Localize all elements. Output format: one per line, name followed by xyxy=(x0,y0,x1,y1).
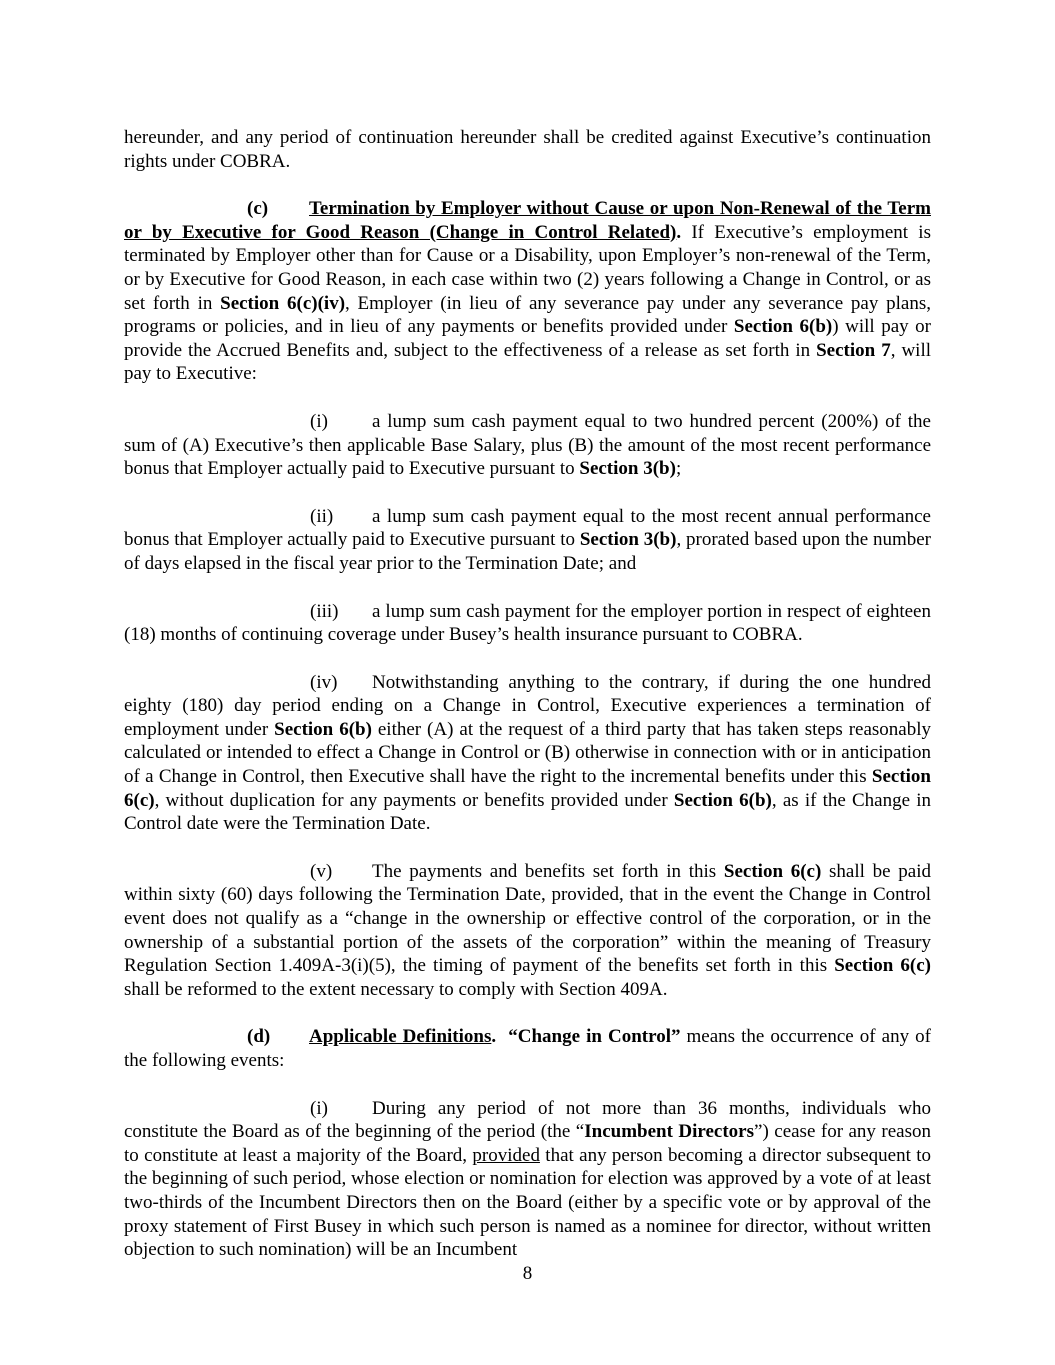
item-i-paragraph xyxy=(124,410,931,481)
item-ii-ref-1: Section 3(b) xyxy=(579,529,677,551)
section-c-paragraph xyxy=(124,197,931,386)
section-c-heading-end: . xyxy=(676,221,682,243)
item-v-ref-2: Section 6(c) xyxy=(834,955,931,977)
item-d-i-paragraph xyxy=(124,1097,931,1262)
item-iv-ref-1: Section 6(b) xyxy=(274,718,372,740)
item-i-text-1: a lump sum cash payment equal to two hundred percent (200%) of the sum of (A) Executive’s then applicable Base Salary, plus (B) the amount of the most recent performance bonus that Employer actually paid to Executive pursuant to xyxy=(124,410,931,480)
section-c-text-3: ) will pay or provide the Accrued Benefits and, subject to the effectiveness of a release as set forth in xyxy=(124,316,931,361)
section-d-paragraph xyxy=(124,1025,931,1072)
item-d-i-provided: provided xyxy=(472,1144,540,1166)
item-iv-text-1: Notwithstanding anything to the contrary, if during the one hundred eighty (180) day period ending on a Change in Control, Executive experiences a termination of employment under xyxy=(124,671,931,740)
item-v-text-2: shall be paid within sixty (60) days following the Termination Date, provided, that in the event the Change in Control event does not qualify as a “change in the ownership or effective control of the corporation, or in the ownership of a substantial portion of the assets of the corporation” within the meaning of Treasury Regulation Section 1.409A-3(i)(5), the timing of payment of the benefits set forth in this xyxy=(124,860,931,977)
item-d-i-term: Incumbent Directors xyxy=(584,1121,755,1143)
page-number: 8 xyxy=(522,1263,533,1284)
section-c-ref-2: Section 6(b) xyxy=(733,316,833,338)
item-ii-paragraph xyxy=(124,505,931,576)
section-d-label: (d) xyxy=(247,1026,271,1048)
item-i-ref-1: Section 3(b) xyxy=(579,458,676,480)
item-iv-text-3: , without duplication for any payments or benefits provided under xyxy=(154,789,674,811)
item-iv-ref-3: Section 6(b) xyxy=(673,789,772,811)
item-ii-text-2: , prorated based upon the number of days elapsed in the fiscal year prior to the Termination Date; and xyxy=(124,529,932,574)
item-v-label: (v) xyxy=(310,860,333,882)
item-v-ref-1: Section 6(c) xyxy=(723,860,822,882)
item-i-label: (i) xyxy=(310,410,328,432)
section-d-term: “Change in Control” xyxy=(508,1026,681,1048)
section-c-text-1: If Executive’s employment is terminated by Employer other than for Cause or a Disability, upon Employer’s non-renewal of the Term, or by Executive for Good Reason, in each case within two (2) years following a Change in Control, or as set forth in xyxy=(124,221,931,314)
continuation-paragraph: hereunder, and any period of continuation hereunder shall be credited against Executive’s continuation rights under COBRA. xyxy=(124,127,931,172)
item-d-i-text-1: During any period of not more than 36 months, individuals who constitute the Board as of the beginning of the period (the “ xyxy=(124,1097,931,1143)
item-v-text-3: shall be reformed to the extent necessary to comply with Section 409A. xyxy=(124,978,668,1000)
section-d-heading-end: . xyxy=(491,1026,497,1048)
section-c-ref-3: Section 7 xyxy=(816,339,891,361)
section-d-heading: Applicable Definitions xyxy=(309,1026,492,1048)
item-v-paragraph xyxy=(124,860,931,1002)
item-iv-ref-2: Section 6(c) xyxy=(124,766,931,811)
section-d-text-1: means the occurrence of any of the following events: xyxy=(124,1026,931,1071)
item-iv-text-2: either (A) at the request of a third party that has taken steps reasonably calculated or intended to effect a Change in Control or (B) otherwise in connection with or in anticipation of a Change in Control, then Executive shall have the right to the incremental benefits under this xyxy=(124,718,931,788)
section-c-text-2: , Employer (in lieu of any severance pay under any severance pay plans, programs or policies, and in lieu of any payments or benefits provided under xyxy=(124,292,931,338)
item-iv-paragraph xyxy=(124,671,931,836)
item-d-i-label: (i) xyxy=(310,1097,328,1119)
section-c-heading: Termination by Employer without Cause or upon Non-Renewal of the Term or by Executive for Good Reason (Change in Control Related) xyxy=(124,198,931,243)
section-c-ref-1: Section 6(c)(iv) xyxy=(220,292,346,314)
item-v-text-1: The payments and benefits set forth in this xyxy=(372,860,724,882)
item-iv-label: (iv) xyxy=(310,671,338,693)
item-d-i-text-3: that any person becoming a director subsequent to the beginning of such period, whose election or nomination for election was approved by a vote of at least two-thirds of the Incumbent Directors then on the Board (either by a specific vote or by approval of the proxy statement of First Busey in which such person is named as a nominee for director, without written objection to such nomination) will be an Incumbent xyxy=(124,1144,932,1261)
item-ii-label: (ii) xyxy=(310,505,334,527)
item-iii-text-1: a lump sum cash payment for the employer portion in respect of eighteen (18) months of continuing coverage under Busey’s health insurance pursuant to COBRA. xyxy=(124,600,931,646)
item-iv-text-4: , as if the Change in Control date were the Termination Date. xyxy=(124,789,932,835)
item-ii-text-1: a lump sum cash payment equal to the most recent annual performance bonus that Employer actually paid to Executive pursuant to xyxy=(124,505,931,551)
item-iii-paragraph xyxy=(124,600,931,647)
item-iii-label: (iii) xyxy=(310,600,339,622)
item-d-i-text-2: ”) cease for any reason to constitute at least a majority of the Board, xyxy=(124,1121,932,1166)
item-i-text-2: ; xyxy=(675,458,682,480)
section-c-text-4: , will pay to Executive: xyxy=(124,339,931,385)
section-c-label: (c) xyxy=(247,198,269,220)
document-page xyxy=(124,126,931,1262)
